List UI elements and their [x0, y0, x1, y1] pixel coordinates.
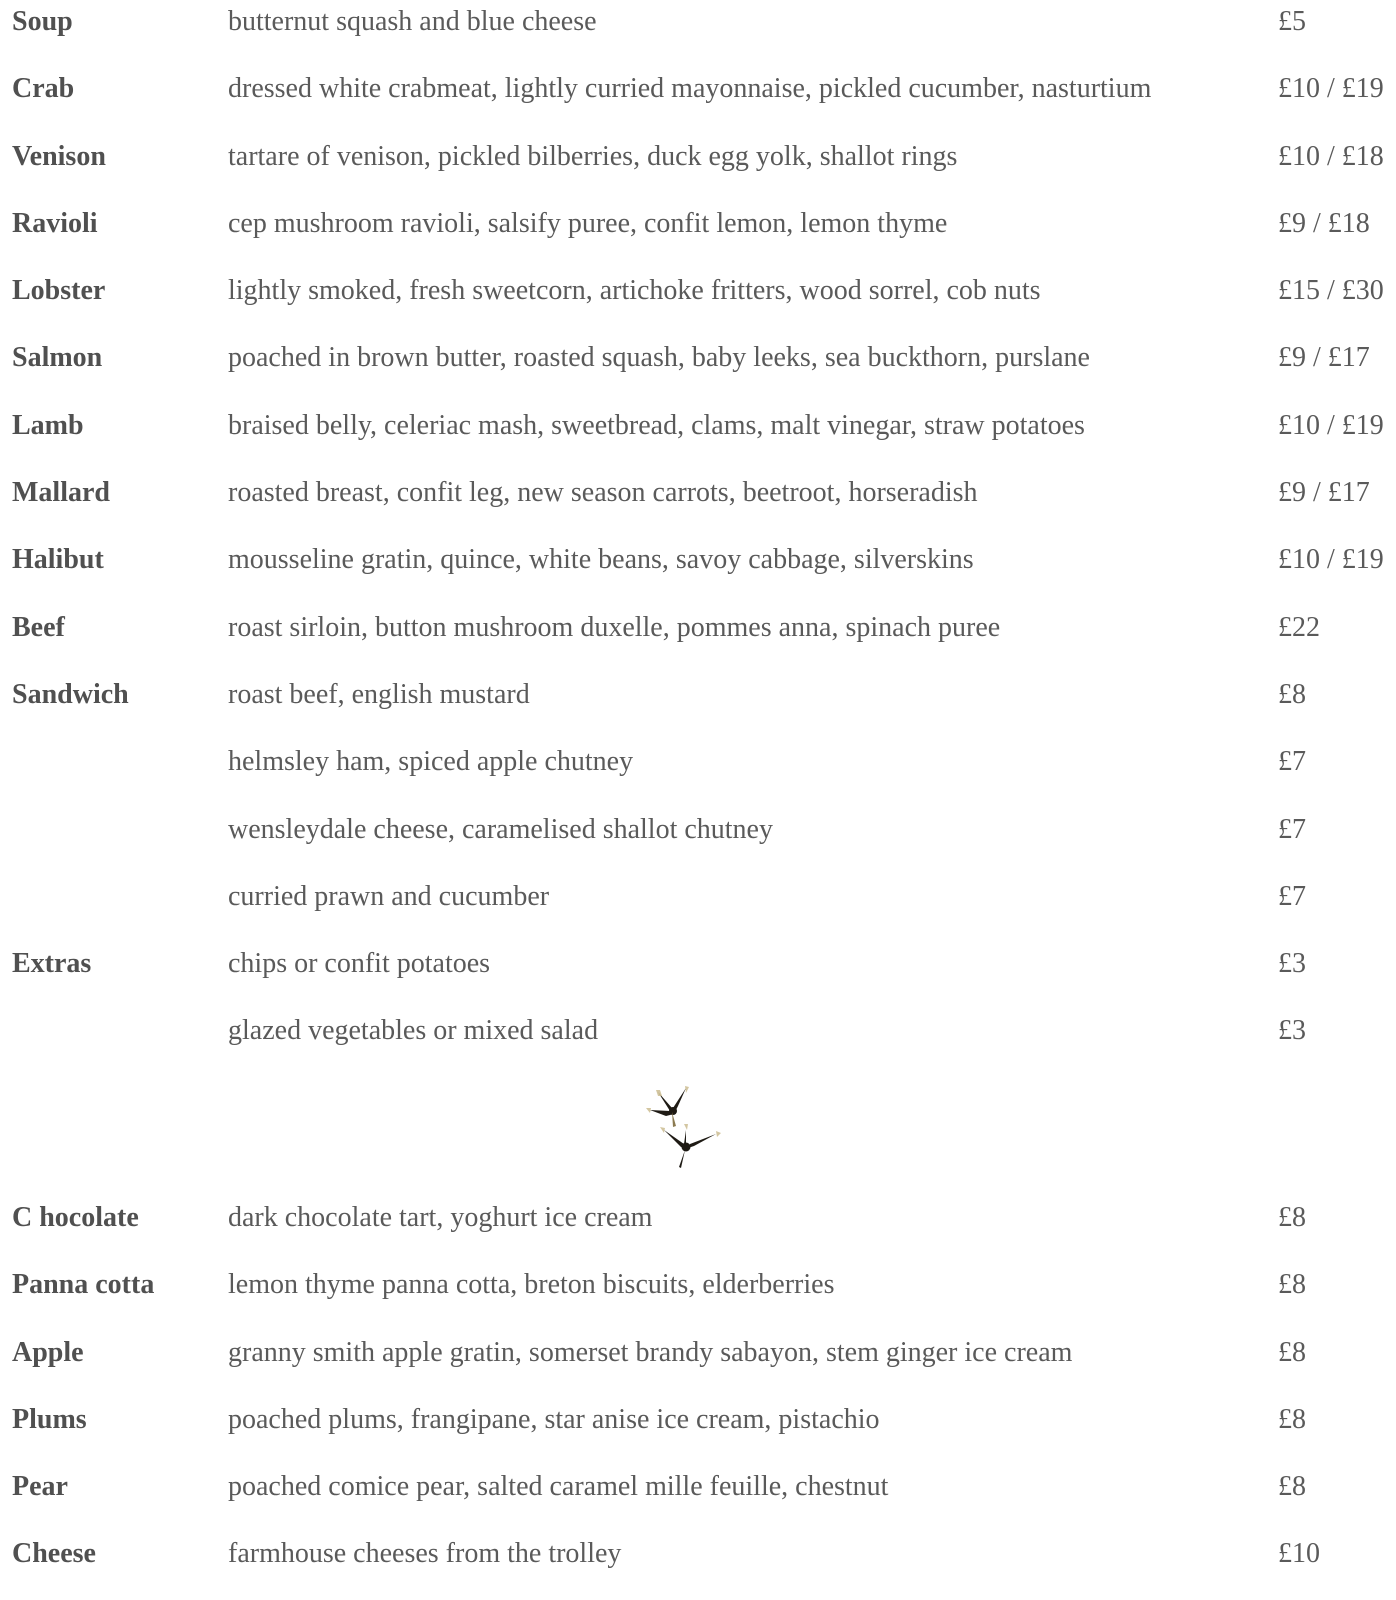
menu-row	[0, 875, 1396, 942]
dish-description: roasted breast, confit leg, new season carrots, beetroot, horseradish	[228, 477, 978, 509]
dish-description: butternut squash and blue cheese	[228, 6, 597, 37]
menu-row	[0, 673, 1396, 740]
menu-row	[0, 740, 1396, 807]
dish-description: chips or confit potatoes	[228, 948, 491, 980]
dish-price: £8	[1278, 1471, 1306, 1503]
dish-name: Plums	[12, 1403, 87, 1435]
menu-row	[0, 404, 1396, 471]
dish-price: £8	[1278, 1202, 1306, 1233]
menu-row	[0, 336, 1396, 403]
dish-name: Extras	[12, 948, 92, 980]
dessert-row	[0, 1196, 1396, 1263]
dish-description: curried prawn and cucumber	[228, 880, 550, 912]
dish-price: £15 / £30	[1278, 275, 1384, 307]
dish-description: poached plums, frangipane, star anise ice cream, pistachio	[228, 1403, 880, 1435]
dish-price: £7	[1278, 746, 1306, 778]
dish-name: Soup	[12, 6, 73, 37]
dish-price: £8	[1278, 1336, 1306, 1368]
dish-description: farmhouse cheeses from the trolley	[228, 1538, 622, 1570]
dish-name: C hocolate	[12, 1202, 139, 1233]
dish-price: £10 / £18	[1278, 140, 1384, 172]
dessert-row	[0, 1532, 1396, 1599]
dish-name: Salmon	[12, 342, 103, 374]
dish-description: poached comice pear, salted caramel mille feuille, chestnut	[228, 1471, 889, 1503]
dish-name: Ravioli	[12, 207, 98, 239]
dessert-row	[0, 1331, 1396, 1398]
dish-price: £9 / £17	[1278, 342, 1370, 374]
menu-row	[0, 202, 1396, 269]
menu-row	[0, 135, 1396, 202]
menu-row	[0, 808, 1396, 875]
dish-description: granny smith apple gratin, somerset brandy sabayon, stem ginger ice cream	[228, 1336, 1073, 1368]
dessert-row	[0, 1465, 1396, 1532]
dish-price: £22	[1278, 611, 1320, 643]
menu-row	[0, 942, 1396, 1009]
dish-description: helmsley ham, spiced apple chutney	[228, 746, 634, 778]
dish-name: Apple	[12, 1336, 84, 1368]
dish-description: dark chocolate tart, yoghurt ice cream	[228, 1202, 653, 1233]
dish-price: £10 / £19	[1278, 73, 1384, 105]
menu-row	[0, 67, 1396, 134]
menu-row	[0, 0, 1396, 67]
dessert-row	[0, 1263, 1396, 1330]
dish-price: £10	[1278, 1538, 1320, 1570]
dish-name: Pear	[12, 1471, 68, 1503]
menu-row	[0, 606, 1396, 673]
menu-row	[0, 1009, 1396, 1076]
dish-description: cep mushroom ravioli, salsify puree, confit lemon, lemon thyme	[228, 207, 948, 239]
dish-name: Beef	[12, 611, 65, 643]
dish-name: Panna cotta	[12, 1269, 155, 1301]
dish-description: braised belly, celeriac mash, sweetbread, clams, malt vinegar, straw potatoes	[228, 409, 1085, 441]
dish-name: Sandwich	[12, 678, 129, 710]
dish-price: £10 / £19	[1278, 409, 1384, 441]
dish-price: £5	[1278, 6, 1306, 37]
dish-description: poached in brown butter, roasted squash, baby leeks, sea buckthorn, purslane	[228, 342, 1090, 374]
dessert-row	[0, 1398, 1396, 1465]
dish-description: roast beef, english mustard	[228, 678, 530, 710]
dish-price: £7	[1278, 813, 1306, 845]
dish-price: £3	[1278, 1015, 1306, 1047]
menu-row	[0, 471, 1396, 538]
dish-price: £3	[1278, 948, 1306, 980]
dish-name: Lamb	[12, 409, 84, 441]
dish-price: £8	[1278, 1403, 1306, 1435]
dish-name: Crab	[12, 73, 75, 105]
menu-row	[0, 538, 1396, 605]
dish-description: roast sirloin, button mushroom duxelle, pommes anna, spinach puree	[228, 611, 1001, 643]
dish-name: Venison	[12, 140, 106, 172]
dish-description: wensleydale cheese, caramelised shallot chutney	[228, 813, 773, 845]
bird-footprints-icon	[636, 1078, 732, 1174]
dish-price: £8	[1278, 678, 1306, 710]
dish-description: lemon thyme panna cotta, breton biscuits, elderberries	[228, 1269, 835, 1301]
desserts-menu	[0, 1196, 1396, 1600]
dish-description: tartare of venison, pickled bilberries, duck egg yolk, shallot rings	[228, 140, 958, 172]
dish-description: dressed white crabmeat, lightly curried mayonnaise, pickled cucumber, nasturtium	[228, 73, 1152, 105]
dish-price: £7	[1278, 880, 1306, 912]
dish-name: Lobster	[12, 275, 106, 307]
dish-name: Cheese	[12, 1538, 96, 1570]
dish-description: glazed vegetables or mixed salad	[228, 1015, 599, 1047]
dish-price: £9 / £18	[1278, 207, 1370, 239]
dish-description: mousseline gratin, quince, white beans, savoy cabbage, silverskins	[228, 544, 974, 576]
dish-price: £9 / £17	[1278, 477, 1370, 509]
dish-description: lightly smoked, fresh sweetcorn, artichoke fritters, wood sorrel, cob nuts	[228, 275, 1041, 307]
menu-row	[0, 269, 1396, 336]
dish-price: £10 / £19	[1278, 544, 1384, 576]
dish-name: Mallard	[12, 477, 110, 509]
dish-price: £8	[1278, 1269, 1306, 1301]
dish-name: Halibut	[12, 544, 104, 576]
